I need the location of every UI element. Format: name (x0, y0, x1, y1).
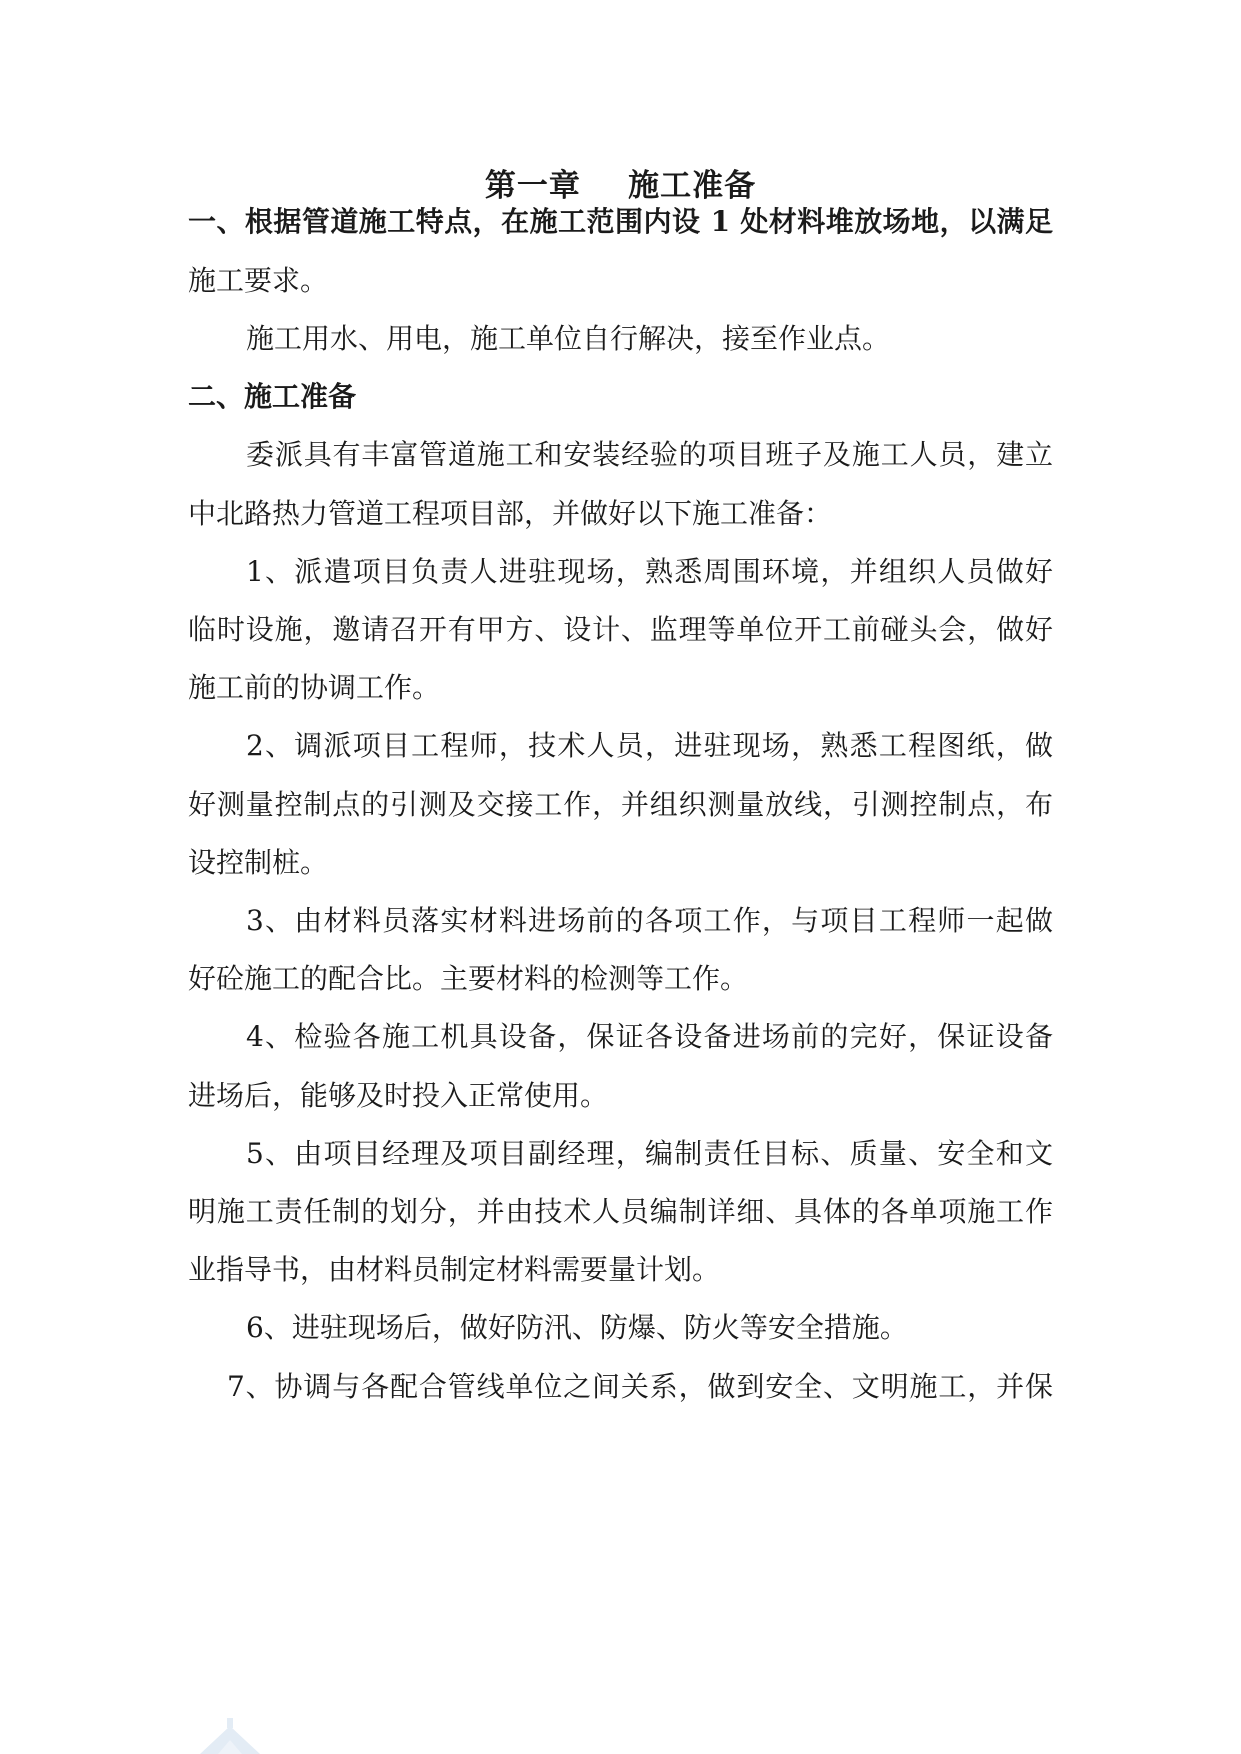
item-5-line-1: 5、由项目经理及项目副经理，编制责任目标、质量、安全和文 (246, 1137, 1053, 1170)
section-two-heading: 二、施工准备 (188, 380, 357, 413)
item-2-line-1: 2、调派项目工程师，技术人员，进驻现场，熟悉工程图纸，做 (246, 729, 1053, 762)
item-4-line-2: 进场后，能够及时投入正常使用。 (188, 1079, 609, 1112)
item-3-line-1: 3、由材料员落实材料进场前的各项工作，与项目工程师一起做 (246, 904, 1053, 937)
paragraph-team-line-2: 中北路热力管道工程项目部，并做好以下施工准备： (188, 497, 833, 530)
item-4-line-1: 4、检验各施工机具设备，保证各设备进场前的完好，保证设备 (246, 1020, 1053, 1053)
section-one-line-2: 施工要求。 (188, 264, 329, 297)
section-one-line-1: 一、根据管道施工特点，在施工范围内设 1 处材料堆放场地，以满足 (188, 205, 1053, 238)
paragraph-team-line-1: 委派具有丰富管道施工和安装经验的项目班子及施工人员，建立 (246, 438, 1053, 471)
watermark-logo (190, 1712, 270, 1754)
item-7-line-1: 7、协调与各配合管线单位之间关系，做到安全、文明施工，并保 (227, 1370, 1053, 1403)
paragraph-water-power: 施工用水、用电，施工单位自行解决，接至作业点。 (246, 322, 891, 355)
item-3-line-2: 好砼施工的配合比。主要材料的检测等工作。 (188, 962, 749, 995)
item-2-line-2: 好测量控制点的引测及交接工作，并组织测量放线，引测控制点，布 (188, 788, 1053, 821)
item-5-line-2: 明施工责任制的划分，并由技术人员编制详细、具体的各单项施工作 (188, 1195, 1053, 1228)
item-2-line-3: 设控制桩。 (188, 846, 329, 879)
chapter-title: 第一章 施工准备 (484, 168, 757, 204)
item-6-line-1: 6、进驻现场后，做好防汛、防爆、防火等安全措施。 (246, 1311, 908, 1344)
item-1-line-1: 1、派遣项目负责人进驻现场，熟悉周围环境，并组织人员做好 (246, 555, 1053, 588)
item-1-line-3: 施工前的协调工作。 (188, 671, 441, 704)
item-1-line-2: 临时设施，邀请召开有甲方、设计、监理等单位开工前碰头会，做好 (188, 613, 1053, 646)
item-5-line-3: 业指导书，由材料员制定材料需要量计划。 (188, 1253, 721, 1286)
